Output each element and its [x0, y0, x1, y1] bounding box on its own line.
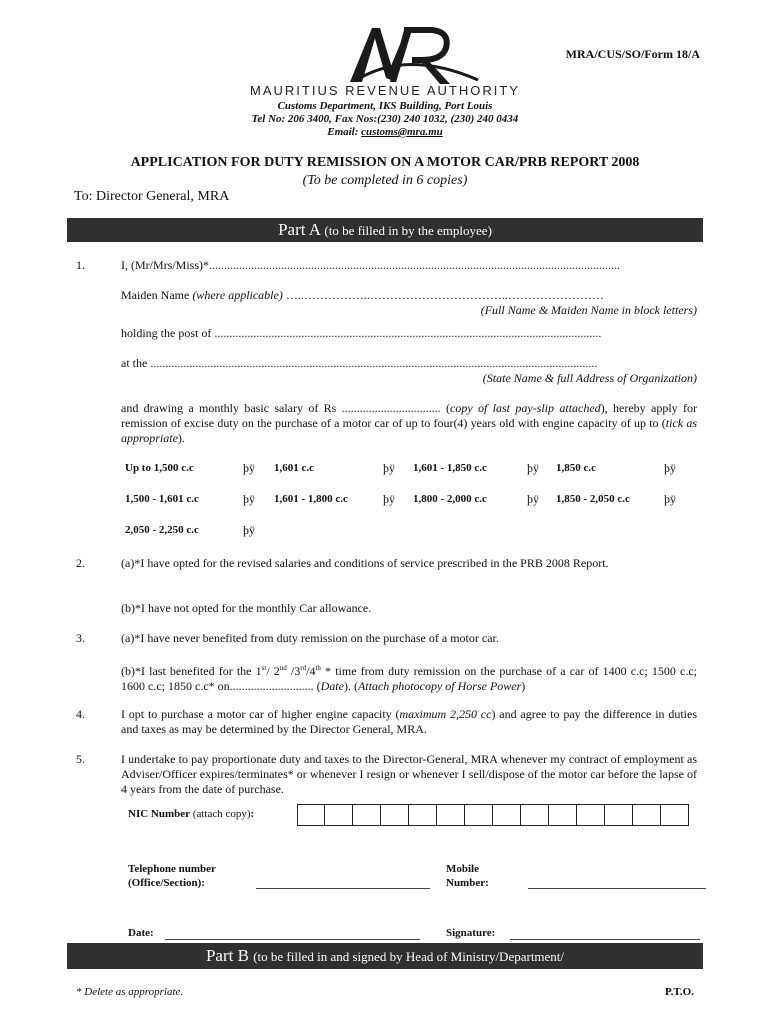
item-5-number: 5. [76, 752, 85, 766]
form-number: MRA/CUS/SO/Form 18/A [565, 47, 700, 61]
checkbox-icon[interactable]: þÿ [664, 492, 676, 506]
maiden-name-hint: (where applicable) [192, 288, 283, 302]
salary-italic-2: tick as appropriate [121, 416, 697, 445]
nic-input-grid[interactable] [297, 804, 689, 826]
maiden-name-dots: …..……………..……………………………..…………………… [282, 288, 604, 302]
organization-note: (State Name & full Address of Organization) [482, 371, 697, 385]
nic-digit-cell[interactable] [297, 804, 325, 826]
checkbox-icon[interactable]: þÿ [243, 523, 255, 537]
option-label: 1,601 - 1,850 c.c [413, 462, 487, 474]
item-3-number: 3. [76, 631, 85, 645]
item-2a-text: (a)*I have opted for the revised salaries and conditions of service prescribed in the PRB 2008 Report. [121, 556, 609, 570]
address-line: Customs Department, IKS Building, Port Louis [277, 100, 493, 112]
nic-digit-cell[interactable] [605, 804, 633, 826]
nic-digit-cell[interactable] [633, 804, 661, 826]
maiden-name-field[interactable] [121, 288, 697, 303]
checkbox-icon[interactable]: þÿ [243, 461, 255, 475]
checkbox-icon[interactable]: þÿ [383, 492, 395, 506]
option-label: 1,800 - 2,000 c.c [413, 493, 487, 505]
part-b-header [67, 943, 703, 969]
option-label: Up to 1,500 c.c [125, 462, 194, 474]
email-line [0, 126, 770, 138]
checkbox-icon[interactable]: þÿ [383, 461, 395, 475]
pto-label: P.T.O. [664, 986, 694, 998]
maiden-name-label: Maiden Name [121, 288, 193, 302]
salary-text-3: ). [177, 431, 185, 445]
checkbox-icon[interactable]: þÿ [243, 492, 255, 506]
telephone-field[interactable] [256, 888, 430, 889]
footer-note: * Delete as appropriate. [76, 986, 184, 998]
signature-label: Signature: [446, 927, 496, 939]
option-label: 2,050 - 2,250 c.c [125, 524, 199, 536]
item-3a-text: (a)*I have never benefited from duty remission on the purchase of a motor car. [121, 631, 499, 645]
organization-name: MAURITIUS REVENUE AUTHORITY [250, 83, 520, 98]
part-a-header [67, 218, 703, 242]
item-5-text: I undertake to pay proportionate duty and taxes to the Director-General, MRA whenever my contract of employment as Adviser/Officer expires/terminates* or whenever I resign or whenever I sell/dispose of the motor car before the lapse of 4 years from the date of purchase. [121, 752, 697, 796]
item-3b-text: (b)*I last benefited for the 1st/ 2nd /3rd/4th * time from duty remission on the purchase of a car of 1400 c.c; 1500 c.c; 1600 c.c; 1850 c.c* on............................ (Date). (Attach photocopy of Horse Power) [121, 664, 698, 693]
mra-logo-icon [300, 20, 540, 90]
addressee: To: Director General, MRA [74, 189, 230, 204]
mobile-label: Mobile Number: [446, 863, 489, 889]
signature-field[interactable] [510, 939, 700, 940]
organization-field[interactable]: at the ..................................................................................................................................................... [121, 356, 598, 370]
part-a-subtitle: (to be filled in by the employee) [324, 223, 492, 238]
salary-italic-1: copy of last pay-slip attached [450, 401, 601, 415]
email-link[interactable]: customs@mra.mu [361, 126, 443, 138]
maiden-name-note: (Full Name & Maiden Name in block letters) [480, 303, 697, 317]
salary-text-2: ), hereby apply for remission of excise duty on the purchase of a motor car of up to four(4) years old with engine capacity of up to ( [121, 401, 698, 430]
salary-paragraph [121, 401, 697, 446]
nic-digit-cell[interactable] [381, 804, 409, 826]
option-label: 1,850 - 2,050 c.c [556, 493, 630, 505]
nic-digit-cell[interactable] [353, 804, 381, 826]
part-a-title: Part A [278, 220, 321, 239]
nic-digit-cell[interactable] [465, 804, 493, 826]
nic-label: NIC Number (attach copy): [128, 808, 255, 820]
option-label: 1,601 - 1,800 c.c [274, 493, 348, 505]
telephone-label: Telephone number (Office/Section): [128, 863, 216, 889]
part-b-title: Part B [205, 946, 249, 965]
date-label: Date: [128, 927, 154, 939]
post-field[interactable]: holding the post of ................................................................................................................................. [121, 326, 602, 340]
option-label: 1,601 c.c [274, 462, 315, 474]
salary-text-1: and drawing a monthly basic salary of Rs ................................. ( [121, 401, 451, 415]
checkbox-icon[interactable]: þÿ [664, 461, 676, 475]
nic-digit-cell[interactable] [409, 804, 437, 826]
checkbox-icon[interactable]: þÿ [527, 461, 539, 475]
nic-digit-cell[interactable] [549, 804, 577, 826]
name-field[interactable]: I, (Mr/Mrs/Miss)*......................................................................................................................................... [121, 258, 621, 272]
item-4-number: 4. [76, 707, 85, 721]
form-subtitle: (To be completed in 6 copies) [302, 173, 468, 188]
item-2b-text: (b)*I have not opted for the monthly Car allowance. [121, 601, 372, 615]
part-b-subtitle: (to be filled in and signed by Head of Ministry/Department/ [253, 949, 565, 964]
item-2-number: 2. [76, 556, 85, 570]
nic-digit-cell[interactable] [521, 804, 549, 826]
item-4-text: I opt to purchase a motor car of higher engine capacity (maximum 2,250 cc) and agree to pay the difference in duties and taxes as may be determined by the Director General, MRA. [121, 707, 698, 736]
nic-digit-cell[interactable] [661, 804, 689, 826]
nic-digit-cell[interactable] [577, 804, 605, 826]
nic-digit-cell[interactable] [325, 804, 353, 826]
nic-digit-cell[interactable] [493, 804, 521, 826]
item-1-number: 1. [76, 258, 85, 272]
nic-digit-cell[interactable] [437, 804, 465, 826]
date-field[interactable] [165, 939, 420, 940]
mobile-field[interactable] [528, 888, 706, 889]
checkbox-icon[interactable]: þÿ [527, 492, 539, 506]
email-label: Email: [327, 126, 362, 138]
contact-line: Tel No: 206 3400, Fax Nos:(230) 240 1032, (230) 240 0434 [251, 113, 519, 125]
option-label: 1,850 c.c [556, 462, 597, 474]
option-label: 1,500 - 1,601 c.c [125, 493, 199, 505]
form-title: APPLICATION FOR DUTY REMISSION ON A MOTOR CAR/PRB REPORT 2008 [130, 155, 640, 170]
